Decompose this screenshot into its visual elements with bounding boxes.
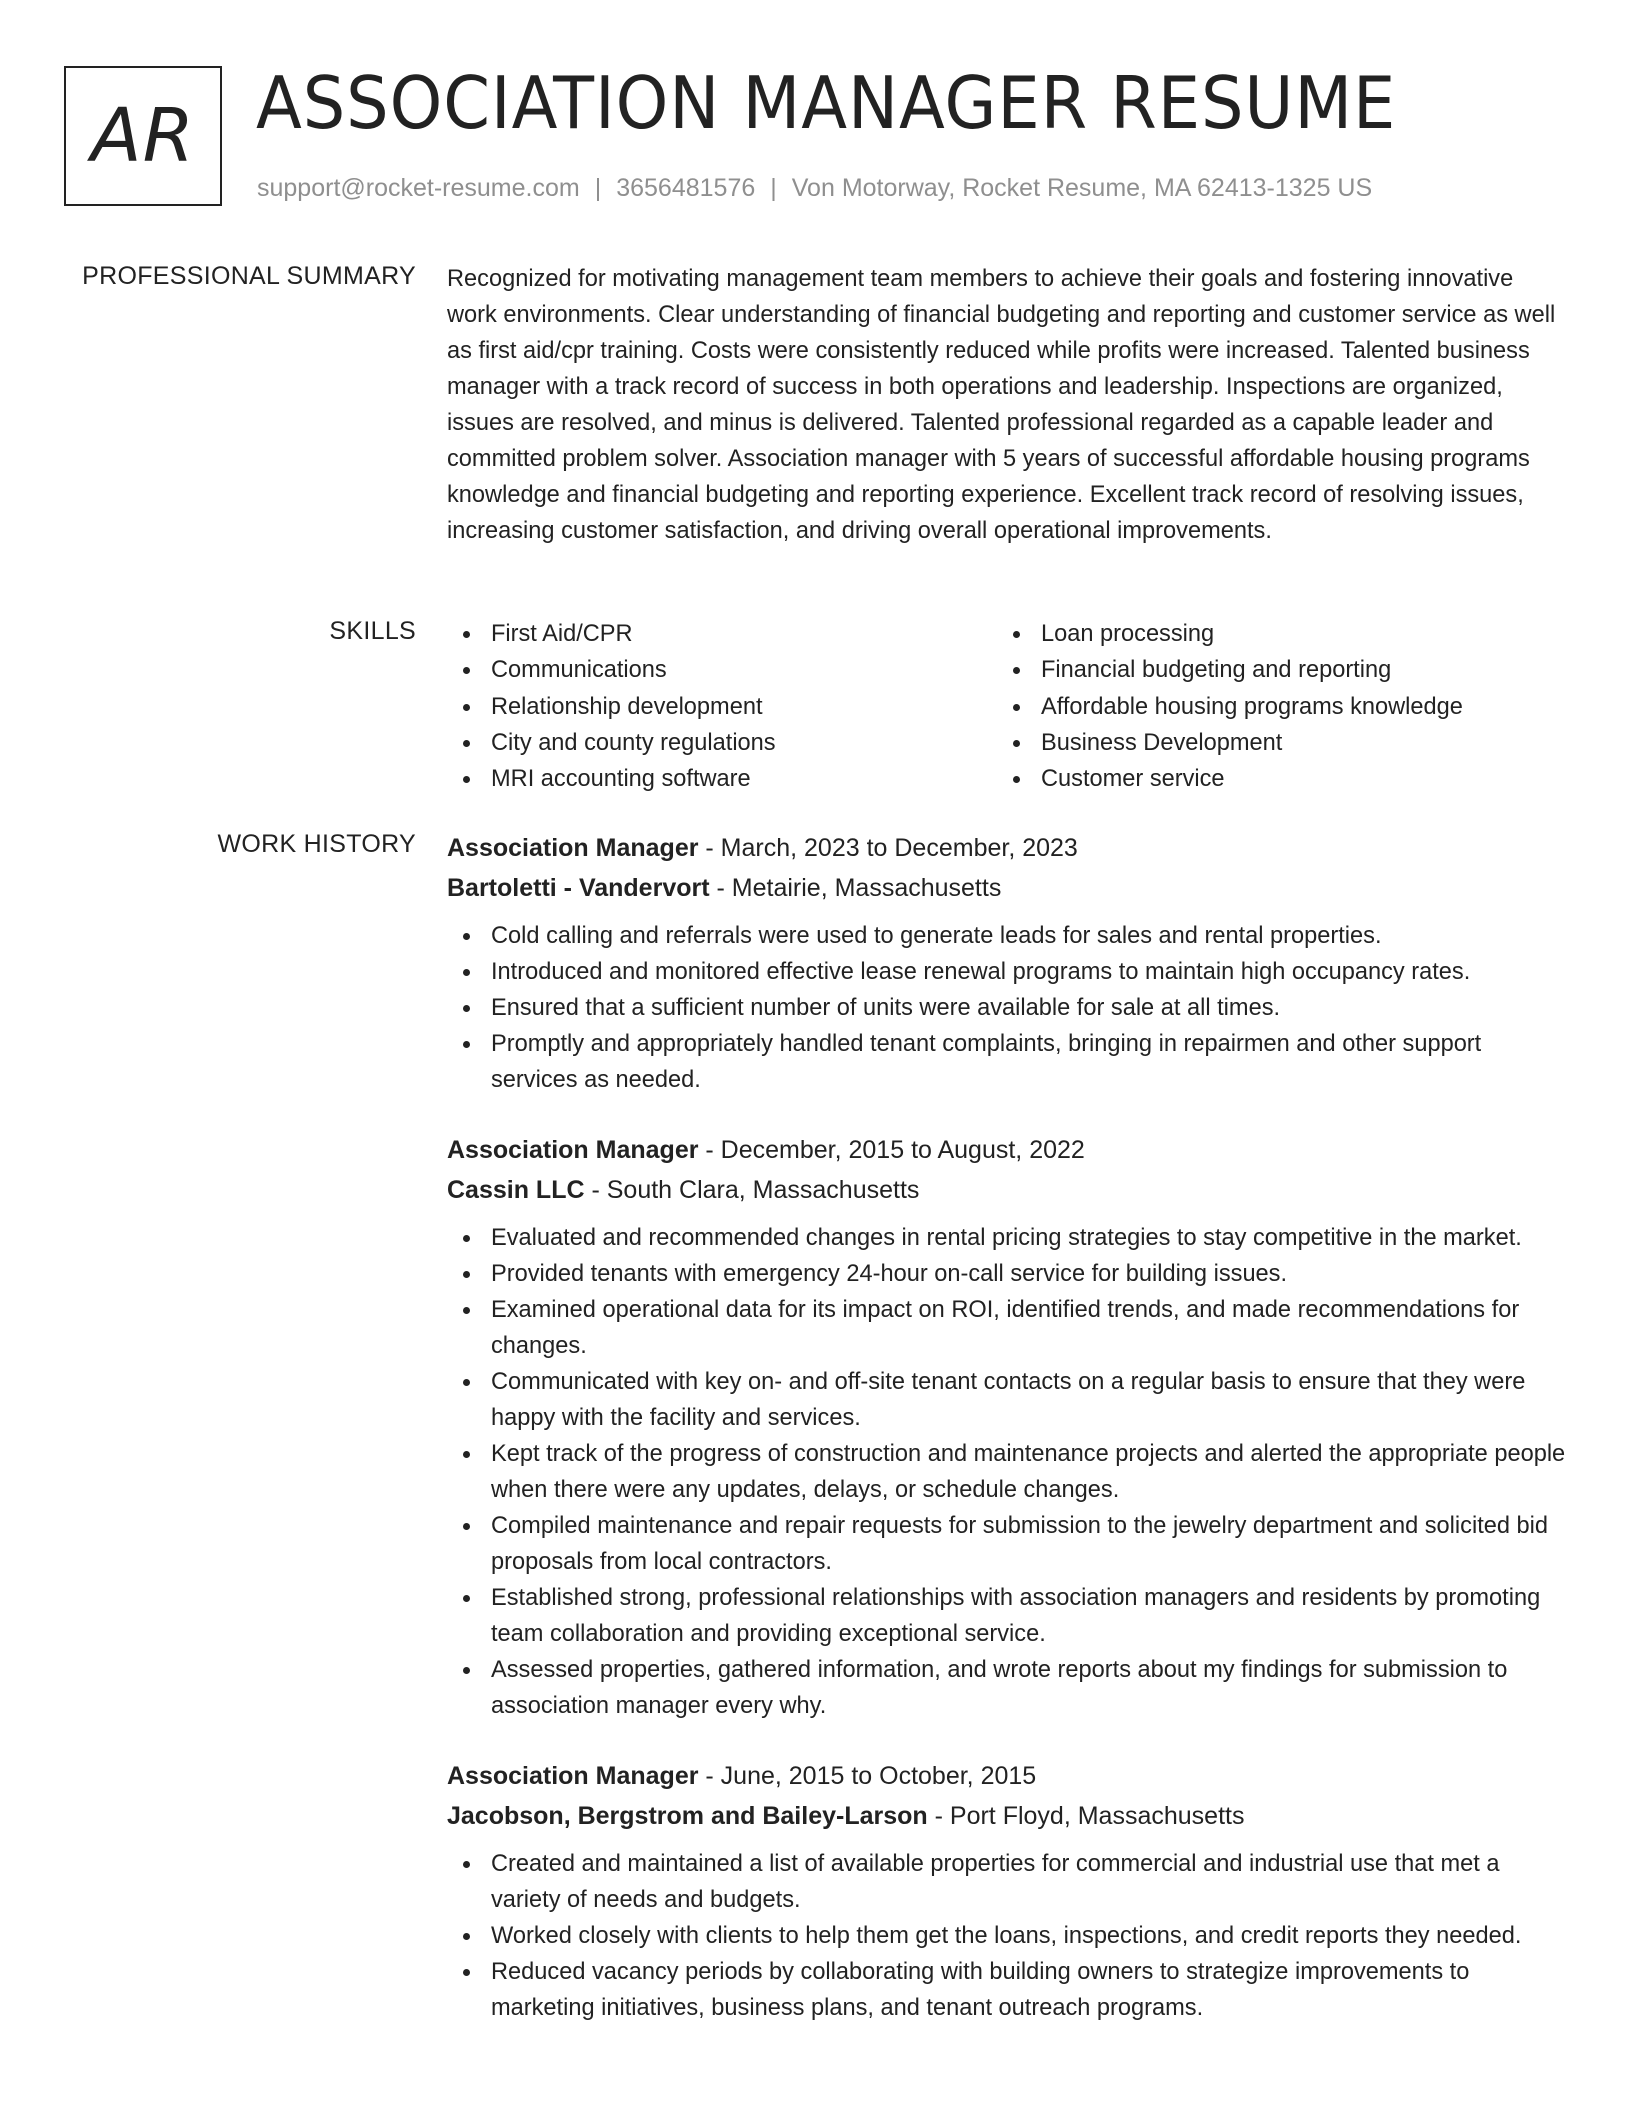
job-bullet: Established strong, professional relationships with association managers and residents by promoting team collaboration and providing exceptional service. (447, 1580, 1567, 1652)
job-title-line (447, 828, 1567, 868)
skill-item: First Aid/CPR (447, 616, 997, 652)
job-entry (447, 1130, 1567, 1724)
skill-item: Loan processing (997, 616, 1547, 652)
job-company: Jacobson, Bergstrom and Bailey-Larson (447, 1802, 928, 1830)
job-bullets (447, 1846, 1567, 2026)
job-bullet: Compiled maintenance and repair requests for submission to the jewelry department and solicited bid proposals from local contractors. (447, 1508, 1567, 1580)
skill-item: Affordable housing programs knowledge (997, 689, 1547, 725)
job-location: - Port Floyd, Massachusetts (927, 1802, 1245, 1830)
job-title: Association Manager (447, 1136, 699, 1164)
job-bullet: Assessed properties, gathered information, and wrote reports about my findings for submission to association manager every why. (447, 1652, 1567, 1724)
job-company: Cassin LLC (447, 1176, 585, 1204)
contact-phone: 3656481576 (616, 174, 756, 202)
skills-list-right (997, 616, 1547, 797)
job-bullet: Promptly and appropriately handled tenant complaints, bringing in repairmen and other support services as needed. (447, 1026, 1567, 1098)
skill-item: Business Development (997, 725, 1547, 761)
section-label-skills: SKILLS (329, 617, 416, 645)
job-bullet: Created and maintained a list of available properties for commercial and industrial use that met a variety of needs and budgets. (447, 1846, 1567, 1918)
summary-text: Recognized for motivating management team members to achieve their goals and fostering innovative work environments. Clear understanding of financial budgeting and reporting and customer service as well as first aid/cpr training. Costs were consistently reduced while profits were increased. Talented business manager with a track record of success in both operations and leadership. Inspections are organized, issues are resolved, and minus is delivered. Talented professional regarded as a capable leader and committed problem solver. Association manager with 5 years of successful affordable housing programs knowledge and financial budgeting and reporting experience. Excellent track record of resolving issues, increasing customer satisfaction, and driving overall operational improvements. (447, 266, 1556, 544)
contact-separator: | (770, 174, 777, 202)
job-title-line (447, 1130, 1567, 1170)
contact-address: Von Motorway, Rocket Resume, MA 62413-1325 US (791, 174, 1373, 202)
skill-item: Communications (447, 652, 997, 688)
monogram-logo: AR (64, 66, 222, 206)
job-bullet: Kept track of the progress of construction and maintenance projects and alerted the appropriate people when there were any updates, delays, or schedule changes. (447, 1436, 1567, 1508)
job-bullet: Examined operational data for its impact on ROI, identified trends, and made recommendations for changes. (447, 1292, 1567, 1364)
skill-item: MRI accounting software (447, 761, 997, 797)
contact-email: support@rocket-resume.com (257, 174, 580, 202)
resume-title: ASSOCIATION MANAGER RESUME (256, 61, 1397, 145)
job-bullet: Communicated with key on- and off-site tenant contacts on a regular basis to ensure that they were happy with the facility and services. (447, 1364, 1567, 1436)
skill-item: Financial budgeting and reporting (997, 652, 1547, 688)
job-entry (447, 828, 1567, 1098)
job-bullet: Introduced and monitored effective lease renewal programs to maintain high occupancy rates. (447, 954, 1567, 990)
job-bullets (447, 918, 1567, 1098)
job-company-line (447, 1170, 1567, 1210)
job-entry (447, 1756, 1567, 2026)
job-bullet: Reduced vacancy periods by collaborating with building owners to strategize improvements to marketing initiatives, business plans, and tenant outreach programs. (447, 1954, 1567, 2026)
skill-item: City and county regulations (447, 725, 997, 761)
job-title-line (447, 1756, 1567, 1796)
job-company: Bartoletti - Vandervort (447, 874, 710, 902)
section-label-work-history: WORK HISTORY (217, 830, 416, 858)
contact-line (257, 174, 1372, 203)
job-bullet: Evaluated and recommended changes in rental pricing strategies to stay competitive in the market. (447, 1220, 1567, 1256)
job-title: Association Manager (447, 834, 699, 862)
job-bullets (447, 1220, 1567, 1724)
job-bullet: Ensured that a sufficient number of units were available for sale at all times. (447, 990, 1567, 1026)
job-dates: - March, 2023 to December, 2023 (698, 834, 1078, 862)
section-label-summary: PROFESSIONAL SUMMARY (82, 262, 416, 290)
job-dates: - June, 2015 to October, 2015 (698, 1762, 1037, 1790)
job-company-line (447, 868, 1567, 908)
skills-columns (447, 616, 1567, 797)
job-bullet: Provided tenants with emergency 24-hour on-call service for building issues. (447, 1256, 1567, 1292)
job-bullet: Cold calling and referrals were used to generate leads for sales and rental properties. (447, 918, 1567, 954)
job-dates: - December, 2015 to August, 2022 (698, 1136, 1085, 1164)
contact-separator: | (594, 174, 602, 202)
skills-list-left (447, 616, 997, 797)
skill-item: Customer service (997, 761, 1547, 797)
job-bullet: Worked closely with clients to help them get the loans, inspections, and credit reports they needed. (447, 1918, 1567, 1954)
job-location: - South Clara, Massachusetts (584, 1176, 920, 1204)
job-company-line (447, 1796, 1567, 1836)
skill-item: Relationship development (447, 689, 997, 725)
job-location: - Metairie, Massachusetts (709, 874, 1002, 902)
job-title: Association Manager (447, 1762, 699, 1790)
